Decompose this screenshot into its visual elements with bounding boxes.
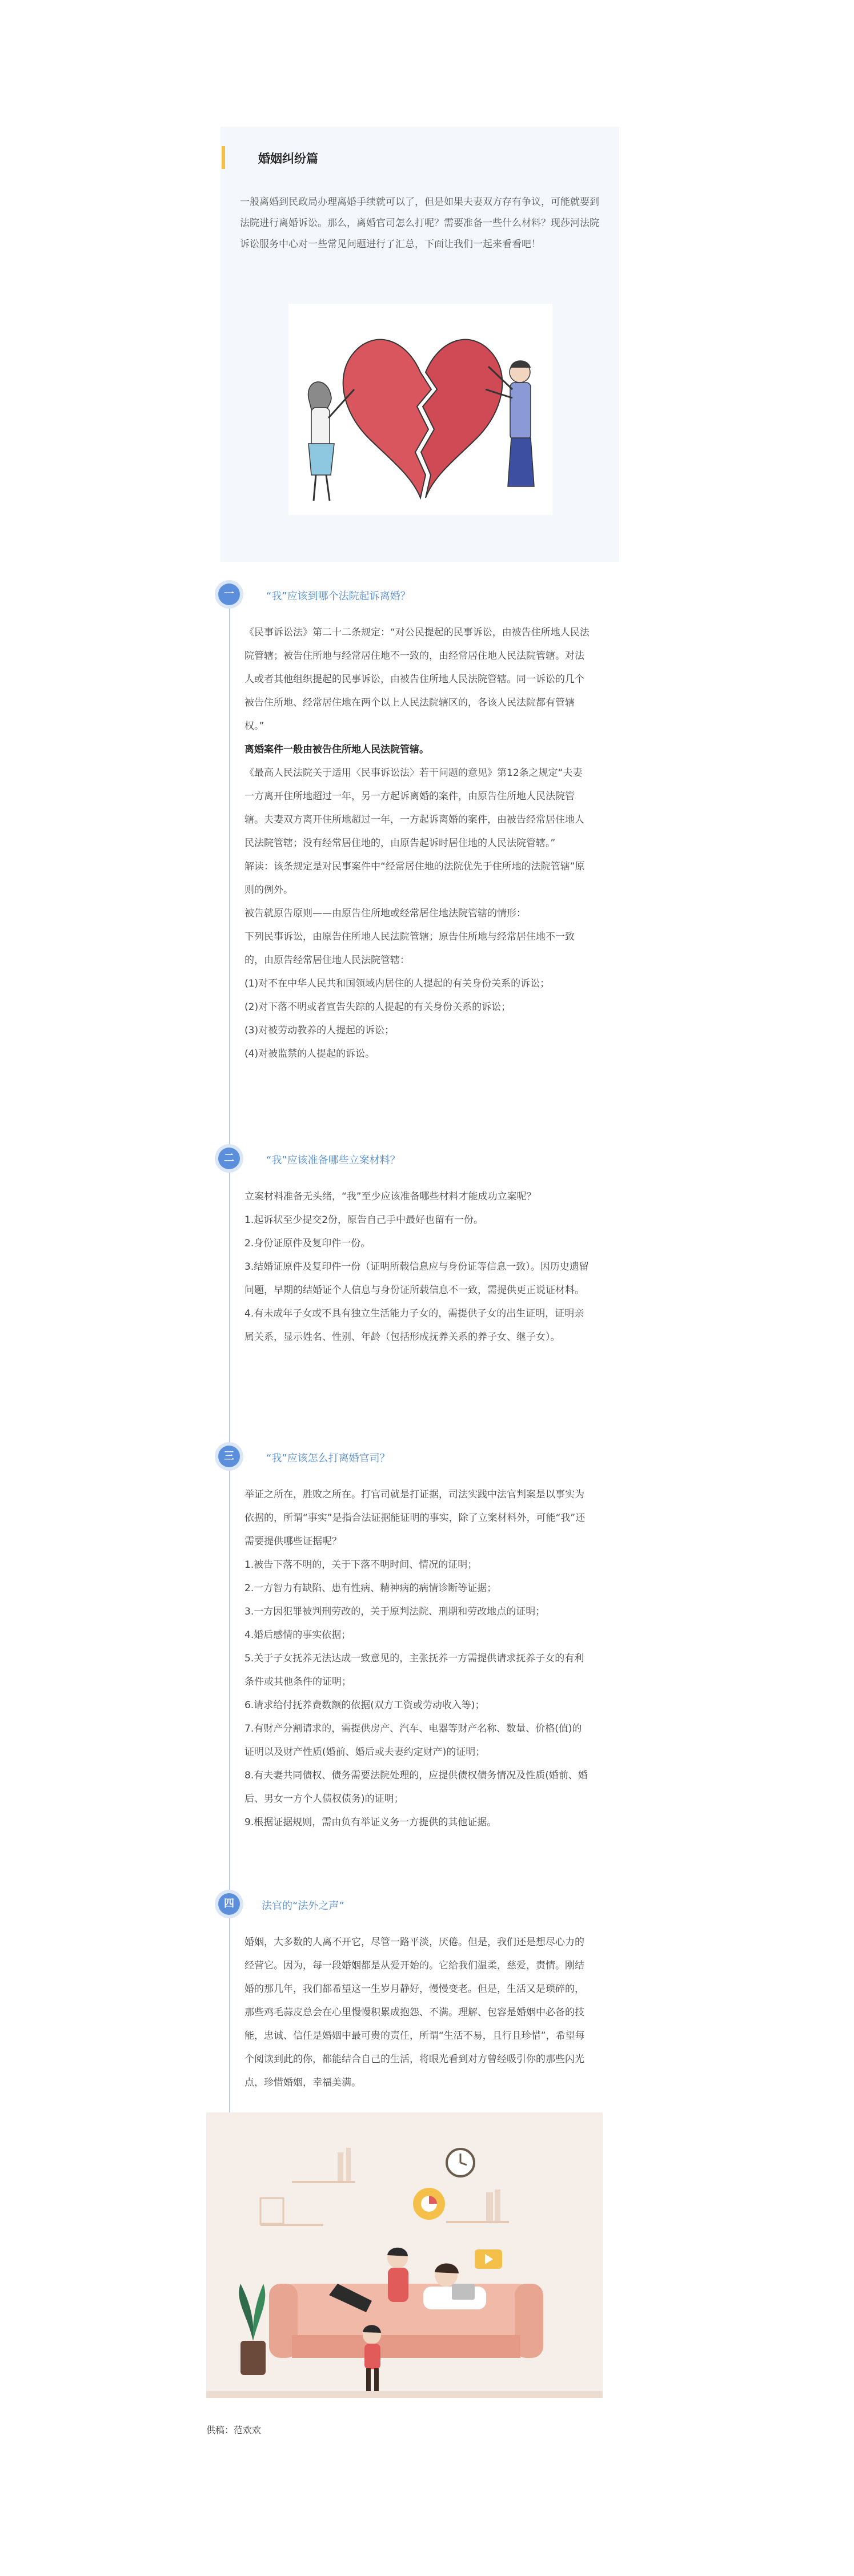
section-1-body: [244, 621, 591, 1066]
intro-text: 一般离婚到民政局办理离婚手续就可以了，但是如果夫妻双方存有争议，可能就要到法院进行离婚诉讼。那么，离婚官司怎么打呢？需要准备一些什么材料？现莎河法院诉讼服务中心对一些常见问题进行了汇总，下面让我们一起来看看吧！: [240, 196, 599, 250]
paragraph: 4.有未成年子女或不具有独立生活能力子女的，需提供子女的出生证明，证明亲属关系，显示姓名、性别、年龄（包括形成抚养关系的养子女、继子女）。: [244, 1308, 584, 1343]
footer-credit: 供稿：范欢欢: [206, 2425, 262, 2436]
section-2-title: “我”应该准备哪些立案材料？: [266, 1154, 400, 1166]
intro-title: 婚姻纠纷篇: [258, 152, 318, 166]
paragraph: 1.起诉状至少提交2份，原告自己手中最好也留有一份。: [244, 1214, 484, 1226]
paragraph: 下列民事诉讼，由原告住所地人民法院管辖；原告住所地与经常居住地不一致的，由原告经常居住地人民法院管辖：: [244, 931, 575, 966]
paragraph: 《最高人民法院关于适用〈民事诉讼法〉若干问题的意见》第12条之规定“夫妻一方离开住所地超过一年，另一方起诉离婚的案件，由原告住所地人民法院管辖。夫妻双方离开住所地超过一年，一方起诉离婚的案件，由被告经常居住地人民法院管辖；没有经常居住地的，由原告起诉时居住地的人民法院管辖。”: [244, 767, 584, 849]
timeline-line: [229, 586, 230, 2241]
paragraph: (3)对被劳动教养的人提起的诉讼；: [244, 1025, 395, 1036]
paragraph: 婚姻，大多数的人离不开它，尽管一路平淡，厌倦。但是，我们还是想尽心力的经营它。因为，每一段婚姻都是从爱开始的。它给我们温柔，慈爱，责情。刚结婚的那几年，我们都希望这一生岁月静好，慢慢变老。但是，生活又是琐碎的，那些鸡毛蒜皮总会在心里慢慢积累成抱怨、不满。理解、包容是婚姻中必备的技能，忠诚、信任是婚姻中最可贵的责任，所谓“生活不易，且行且珍惜”，希望每个阅读到此的你，都能结合自己的生活，将眼光看到对方曾经吸引你的那些闪光点，珍惜婚姻，幸福美满。: [244, 1937, 585, 2088]
paragraph: (2)对下落不明或者宣告失踪的人提起的有关身份关系的诉讼；: [244, 1001, 511, 1013]
section-2-body: [244, 1185, 591, 1349]
family-illustration: [206, 2112, 603, 2398]
paragraph: 6.请求给付抚养费数额的依据(双方工资或劳动收入等)；: [244, 1700, 485, 1711]
section-4-badge: 四: [218, 1893, 240, 1915]
section-4-body: [244, 1931, 591, 2095]
section-4-title: 法官的“法外之声”: [262, 1900, 344, 1912]
section-1-badge: 一: [218, 583, 240, 605]
paragraph: 9.根据证据规则，需由负有举证义务一方提供的其他证据。: [244, 1817, 497, 1828]
paragraph: 8.有夫妻共同债权、债务需要法院处理的，应提供债权债务情况及性质(婚前、婚后、男女一方个人债权债务)的证明；: [244, 1770, 588, 1805]
paragraph: 3.结婚证原件及复印件一份（证明所载信息应与身份证等信息一致）。因历史遗留问题，早期的结婚证个人信息与身份证所载信息不一致，需提供更正说证材料。: [244, 1261, 589, 1296]
paragraph: (1)对不在中华人民共和国领域内居住的人提起的有关身份关系的诉讼；: [244, 978, 550, 989]
section-3-badge: 三: [218, 1446, 240, 1467]
broken-heart-illustration: [288, 304, 552, 515]
paragraph: 解读：该条规定是对民事案件中“经常居住地的法院优先于住所地的法院管辖”原则的例外。: [244, 861, 585, 896]
paragraph: 被告就原告原则——由原告住所地或经常居住地法院管辖的情形：: [244, 908, 526, 919]
paragraph: 1.被告下落不明的，关于下落不明时间、情况的证明；: [244, 1559, 478, 1571]
section-3-body: [244, 1483, 591, 1834]
section-3-title: “我”应该怎么打离婚官司？: [266, 1452, 390, 1464]
section-1-title: “我”应该到哪个法院起诉离婚？: [266, 590, 411, 602]
section-2-badge: 二: [218, 1148, 240, 1169]
paragraph: (4)对被监禁的人提起的诉讼。: [244, 1048, 375, 1060]
paragraph: 2.身份证原件及复印件一份。: [244, 1238, 371, 1249]
paragraph: 4.婚后感情的事实依据；: [244, 1629, 351, 1641]
paragraph: 《民事诉讼法》第二十二条规定：“对公民提起的民事诉讼，由被告住所地人民法院管辖；被告住所地与经常居住地不一致的，由经常居住地人民法院管辖。对法人或者其他组织提起的民事诉讼，由被告住所地人民法院管辖。同一诉讼的几个被告住所地、经常居住地在两个以上人民法院辖区的，各该人民法院都有管辖权。”: [244, 627, 590, 732]
paragraph: 离婚案件一般由被告住所地人民法院管辖。: [244, 744, 429, 755]
paragraph: 立案材料准备无头绪，“我”至少应该准备哪些材料才能成功立案呢？: [244, 1191, 536, 1202]
paragraph: 3.一方因犯罪被判刑劳改的，关于原判法院、刑期和劳改地点的证明；: [244, 1606, 546, 1617]
title-accent-bar: [222, 146, 225, 169]
paragraph: 7.有财产分割请求的，需提供房产、汽车、电器等财产名称、数量、价格(值)的证明以及财产性质(婚前、婚后或夫妻约定财产)的证明；: [244, 1723, 582, 1758]
paragraph: 2.一方智力有缺陷、患有性病、精神病的病情诊断等证据；: [244, 1583, 497, 1594]
paragraph: 举证之所在，胜败之所在。打官司就是打证据，司法实践中法官判案是以事实为依据的，所谓“事实”是指合法证据能证明的事实，除了立案材料外，可能“我”还需要提供哪些证据呢？: [244, 1489, 586, 1547]
paragraph: 5.关于子女抚养无法达成一致意见的，主张抚养一方需提供请求抚养子女的有利条件或其他条件的证明；: [244, 1653, 584, 1688]
